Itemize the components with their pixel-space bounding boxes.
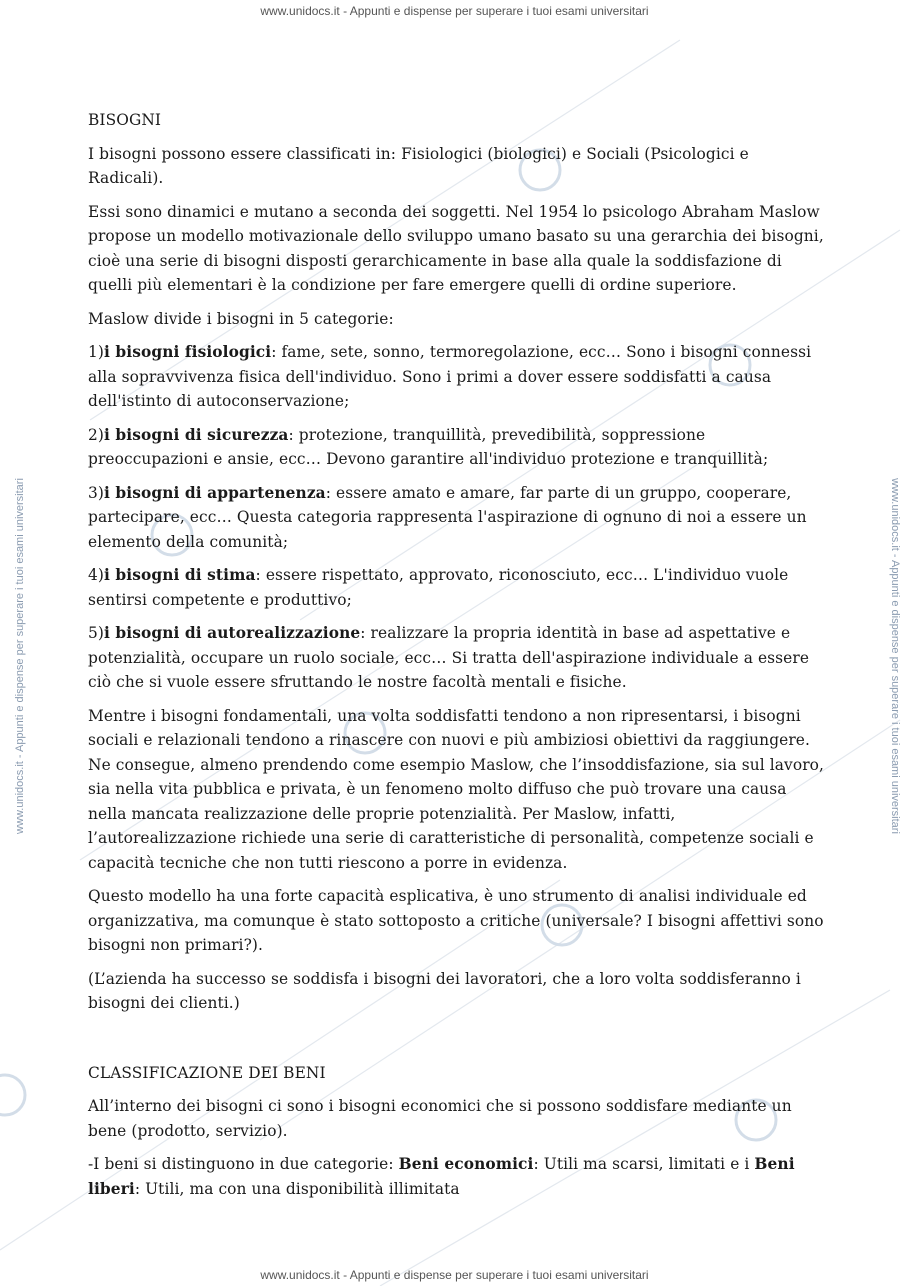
category-item: 5)i bisogni di autorealizzazione: realizzare la propria identità in base ad aspettative e potenzialità, occupare un ruolo sociale, ecc… Si tratta dell'aspirazione individuale a essere ciò che si vuole essere sfruttando le nostre facoltà mentali e fisiche.: [88, 624, 810, 691]
free-goods-label: Beni liberi: [88, 1155, 795, 1198]
section-title-bisogni: BISOGNI: [88, 111, 162, 129]
watermark-banner-top: www.unidocs.it - Appunti e dispense per superare i tuoi esami universitari: [260, 4, 649, 18]
category-name: i bisogni di stima: [104, 566, 256, 584]
section-title-beni: CLASSIFICAZIONE DEI BENI: [88, 1063, 326, 1082]
watermark-banner-bottom: www.unidocs.it - Appunti e dispense per superare i tuoi esami universitari: [260, 1268, 649, 1282]
paragraph-intro: I bisogni possono essere classificati in: Fisiologici (biologici) e Sociali (Psicologici e Radicali).: [88, 144, 749, 187]
category-name: i bisogni fisiologici: [104, 343, 272, 361]
category-item: 2)i bisogni di sicurezza: protezione, tranquillità, prevedibilità, soppressione preoccupazioni e ansie, ecc… Devono garantire all'individuo protezione e tranquillità;: [88, 425, 769, 468]
watermark-side-left: www.unidocs.it - Appunti e dispense per superare i tuoi esami universitari: [14, 478, 26, 834]
category-item: 3)i bisogni di appartenenza: essere amato e amare, far parte di un gruppo, cooperare, partecipare, ecc… Questa categoria rappresenta l'aspirazione di ognuno di noi a essere un elemento della comunità;: [88, 483, 807, 551]
paragraph-model: Questo modello ha una forte capacità esplicativa, è uno strumento di analisi individuale ed organizzativa, ma comunque è stato sottoposto a critiche (universale? I bisogni affettivi sono bisogni non primari?).: [88, 887, 824, 954]
paragraph-maslow-intro: Essi sono dinamici e mutano a seconda dei soggetti. Nel 1954 lo psicologo Abraham Maslow propose un modello motivazionale dello sviluppo umano basato su una gerarchia dei bisogni, cioè una serie di bisogni disposti gerarchicamente in base alla quale la soddisfazione di quelli più elementari è la condizione per fare emergere quelli di ordine superiore.: [88, 202, 824, 294]
category-name: i bisogni di appartenenza: [104, 483, 326, 502]
category-item: 4)i bisogni di stima: essere rispettato, approvato, riconosciuto, ecc… L'individuo vuole sentirsi competente e produttivo;: [88, 566, 789, 609]
paragraph-categories-intro: Maslow divide i bisogni in 5 categorie:: [88, 309, 394, 328]
category-name: i bisogni di sicurezza: [104, 425, 289, 444]
economic-goods-label: Beni economici: [398, 1155, 534, 1173]
paragraph-goods-intro: All’interno dei bisogni ci sono i bisogni economici che si possono soddisfare mediante un bene (prodotto, servizio).: [88, 1097, 792, 1140]
section-gap: [88, 1025, 828, 1061]
category-item: 1)i bisogni fisiologici: fame, sete, sonno, termoregolazione, ecc… Sono i bisogni connessi alla sopravvivenza fisica dell'individuo. Sono i primi a dover essere soddisfatti a causa dell'istinto di autoconservazione;: [88, 343, 812, 410]
watermark-side-right: www.unidocs.it - Appunti e dispense per superare i tuoi esami universitari: [889, 478, 901, 834]
paragraph-company: (L’azienda ha successo se soddisfa i bisogni dei lavoratori, che a loro volta soddisferanno i bisogni dei clienti.): [88, 969, 801, 1012]
paragraph-goods-categories: -I beni si distinguono in due categorie: Beni economici: Utili ma scarsi, limitati e i Beni liberi: Utili, ma con una disponibilità illimitata: [88, 1155, 795, 1198]
document-body: [88, 108, 828, 1210]
paragraph-fundamental-needs: Mentre i bisogni fondamentali, una volta soddisfatti tendono a non ripresentarsi, i bisogni sociali e relazionali tendono a rinascere con nuovi e più ambiziosi obiettivi da raggiungere. Ne consegue, almeno prendendo come esempio Maslow, che l’insoddisfazione, sia sul lavoro, sia nella vita pubblica e privata, è un fenomeno molto diffuso che può trovare una causa nella mancata realizzazione delle proprie potenzialità. Per Maslow, infatti, l’autorealizzazione richiede una serie di caratteristiche di personalità, competenze sociali e capacità tecniche che non tutti riescono a porre in evidenza.: [88, 706, 825, 872]
category-name: i bisogni di autorealizzazione: [104, 624, 361, 642]
